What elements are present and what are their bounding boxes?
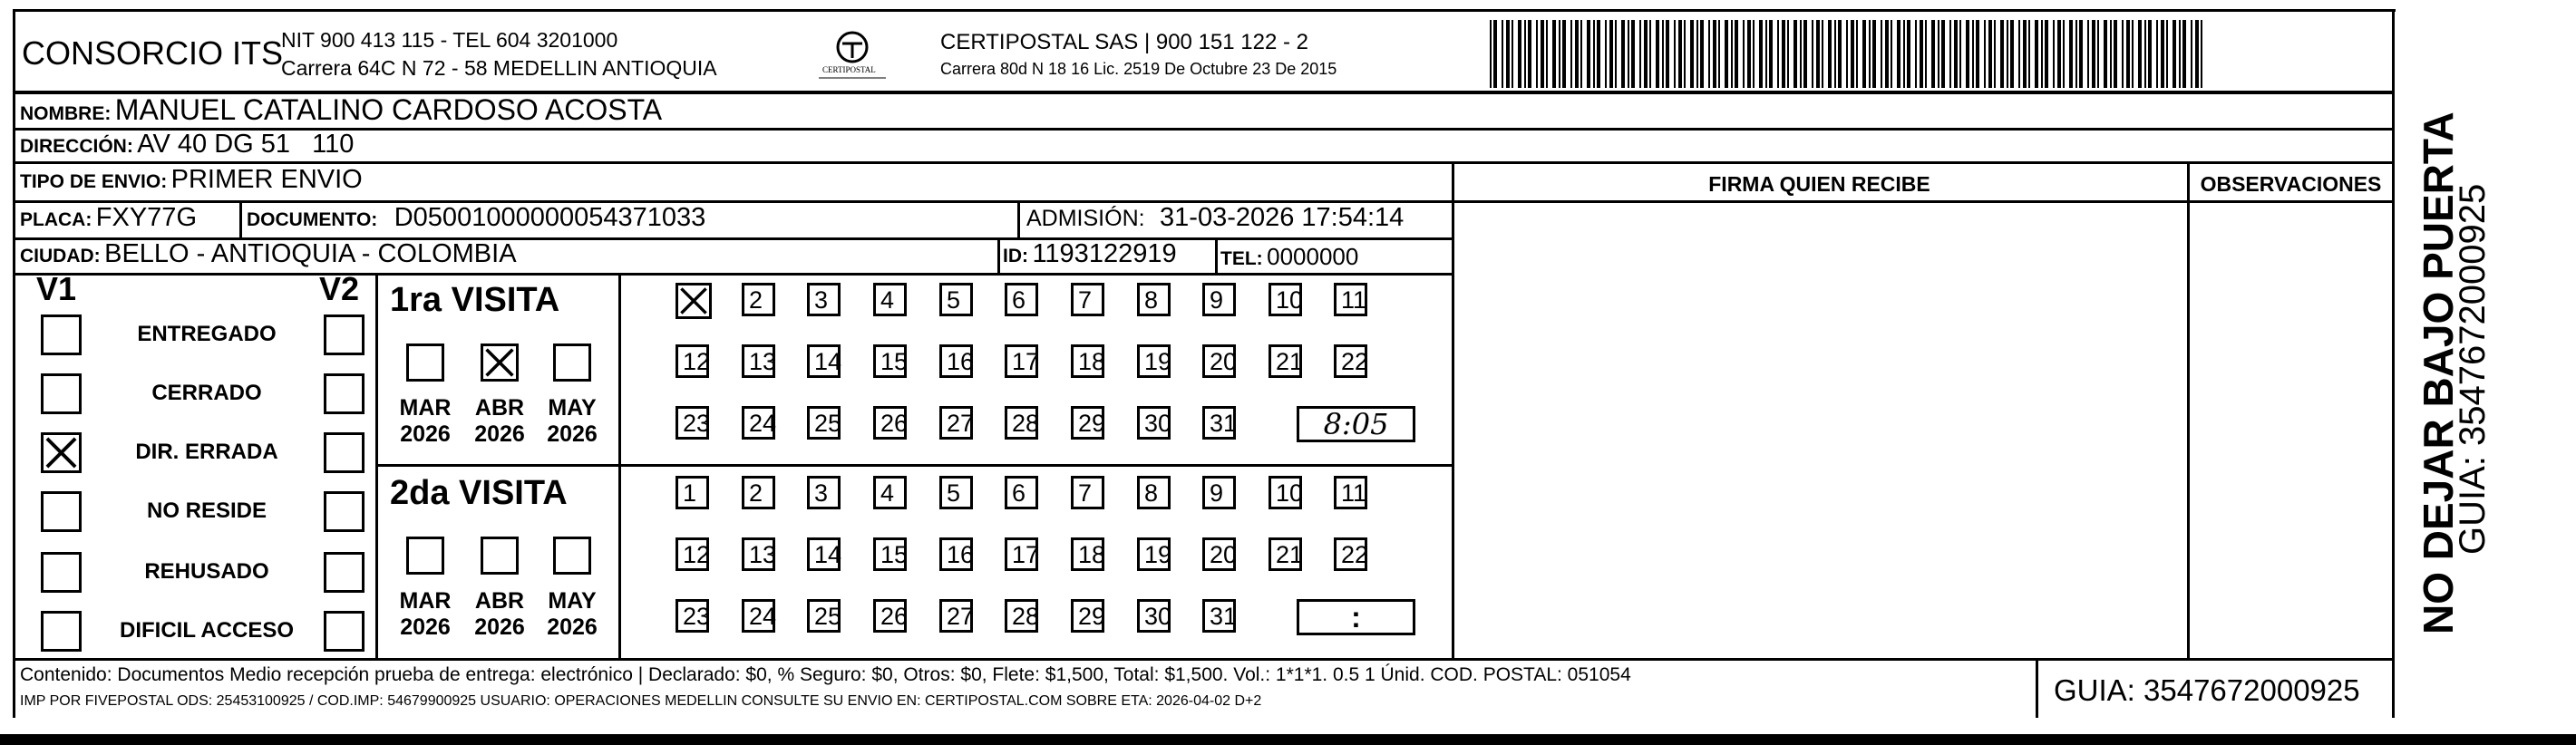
day-box[interactable]: 20 [1202,537,1236,571]
v2-checkbox[interactable] [324,432,365,473]
observations-area[interactable] [2192,205,2390,658]
nombre-row [20,93,662,127]
side-warning: NO DEJAR BAJO PUERTA [2415,111,2462,634]
day-box[interactable]: 24 [742,599,775,633]
day-box[interactable]: 2 [742,283,775,316]
day-box[interactable] [676,283,712,319]
admision-row [1026,203,1404,233]
month-year: 2026 [474,614,525,640]
day-box[interactable]: 31 [1202,599,1236,633]
day-box[interactable]: 19 [1137,537,1171,571]
visit-title: 1ra VISITA [390,281,560,319]
documento-row [247,203,705,233]
company-address: Carrera 64C N 72 - 58 MEDELLIN ANTIOQUIA [281,56,717,80]
day-box[interactable]: 11 [1334,283,1367,316]
nombre-value: MANUEL CATALINO CARDOSO ACOSTA [114,93,663,126]
day-box[interactable]: 25 [807,406,841,440]
placa-row [20,203,197,233]
v1-checkbox[interactable] [41,373,82,414]
month-year: 2026 [400,614,451,640]
day-box[interactable]: 16 [939,537,973,571]
month-label [394,588,457,641]
month-label [468,395,531,448]
direccion-label: DIRECCIÓN: [20,136,133,157]
month-checkbox[interactable] [406,537,444,575]
v1-checkbox[interactable] [41,611,82,652]
visit-title: 2da VISITA [390,474,568,512]
observaciones-header: OBSERVACIONES [2200,172,2382,196]
row-line-1 [13,128,2395,131]
day-box[interactable]: 17 [1005,344,1038,378]
day-box[interactable]: 27 [939,406,973,440]
day-box[interactable]: 5 [939,283,973,316]
frame-top [13,9,2396,12]
day-box[interactable]: 22 [1334,344,1367,378]
nombre-label: NOMBRE: [20,103,112,124]
day-box[interactable]: 13 [742,344,775,378]
v2-checkbox[interactable] [324,552,365,593]
company-name: CONSORCIO ITS [22,34,284,72]
day-box[interactable]: 27 [939,599,973,633]
v2-checkbox[interactable] [324,373,365,414]
frame-left [13,9,15,718]
tel-row [1220,243,1358,271]
ciudad-value: BELLO - ANTIOQUIA - COLOMBIA [104,239,517,268]
status-label: REHUSADO [144,559,269,584]
month-label [394,395,457,448]
admision-value: 31-03-2026 17:54:14 [1160,203,1405,232]
day-box[interactable]: 14 [807,344,841,378]
placa-label: PLACA: [20,209,92,230]
footer-guia: GUIA: 3547672000925 [2054,673,2360,707]
row-line-5 [13,273,1454,276]
day-box[interactable]: 7 [1071,283,1104,316]
tipo-row [20,165,363,195]
contenido-text: Contenido: Documentos Medio recepción prueba de entrega: electrónico | Declarado: $0, % Seguro: $0, Otros: $0, Flete: $1,500, Total: $1,500. Vol.: 1*1*1. 0.5 1 Únid. COD. POSTAL: 051054 [20,664,1631,685]
month-name: ABR [474,588,525,614]
day-box[interactable]: 3 [807,476,841,509]
placa-value: FXY77G [95,203,197,232]
v1-checkbox[interactable] [41,432,82,473]
day-box[interactable]: 29 [1071,599,1104,633]
imp-text: IMP POR FIVEPOSTAL ODS: 25453100925 / COD.IMP: 54679900925 USUARIO: OPERACIONES MEDELLIN CONSULTE SU ENVIO EN: CERTIPOSTAL.COM SOBRE ETA: 2026-04-02 D+2 [20,693,1262,709]
month-year: 2026 [474,421,525,447]
month-name: ABR [474,395,525,421]
direccion-value: AV 40 DG 51 110 [137,130,355,159]
v1-checkbox[interactable] [41,552,82,593]
month-checkbox[interactable] [406,343,444,382]
carrier-name: CERTIPOSTAL SAS | 900 151 122 - 2 [940,30,1308,54]
side-guia: GUIA: 3547672000925 [2453,183,2493,555]
ciudad-row [20,239,517,269]
day-box[interactable]: 14 [807,537,841,571]
status-divider [375,274,378,660]
day-box[interactable]: 29 [1071,406,1104,440]
day-box[interactable]: 30 [1137,406,1171,440]
month-checkbox[interactable] [481,343,519,382]
day-box[interactable]: 23 [676,599,709,633]
v1-checkbox[interactable] [41,491,82,532]
day-box[interactable]: 28 [1005,599,1038,633]
month-label [468,588,531,641]
v2-checkbox[interactable] [324,314,365,355]
day-box[interactable]: 6 [1005,283,1038,316]
carrier-license: Carrera 80d N 18 16 Lic. 2519 De Octubre 23 De 2015 [940,60,1337,78]
day-box[interactable]: 4 [873,283,907,316]
v1-header: V1 [36,270,77,307]
status-label: DIR. ERRADA [135,440,278,464]
v1-checkbox[interactable] [41,314,82,355]
month-year: 2026 [547,421,598,447]
day-box[interactable]: 24 [742,406,775,440]
id-label: ID: [1003,246,1028,266]
v2-checkbox[interactable] [324,611,365,652]
month-name: MAR [399,588,452,614]
visit-separator [375,464,1454,467]
v2-checkbox[interactable] [324,491,365,532]
day-box[interactable]: 10 [1269,283,1302,316]
day-box[interactable]: 15 [873,537,907,571]
columns-header-line [1452,200,2395,203]
ciudad-label: CIUDAD: [20,246,101,266]
day-box[interactable]: 12 [676,344,709,378]
day-box[interactable]: 9 [1202,476,1236,509]
guia-divider [2036,660,2038,718]
obs-left-border [2187,163,2190,660]
logo-text: CERTIPOSTAL [822,65,876,74]
barcode [1490,20,2215,88]
day-box[interactable]: 6 [1005,476,1038,509]
v2-header: V2 [319,270,360,307]
month-day-divider [618,274,621,660]
admision-label: ADMISIÓN: [1026,206,1145,231]
month-label [540,395,604,448]
day-box[interactable]: 19 [1137,344,1171,378]
month-name: MAY [548,588,597,614]
status-label: DIFICIL ACCESO [119,618,294,643]
firma-header: FIRMA QUIEN RECIBE [1708,172,1930,196]
direccion-row [20,130,354,160]
placa-divider [239,201,242,237]
day-box[interactable]: 2 [742,476,775,509]
status-label: CERRADO [151,381,262,405]
month-label [540,588,604,641]
day-box[interactable]: 18 [1071,537,1104,571]
month-year: 2026 [400,421,451,447]
admision-divider [1017,201,1020,237]
documento-value: D05001000000054371033 [394,203,706,232]
day-box[interactable]: 8 [1137,476,1171,509]
day-box[interactable]: 25 [807,599,841,633]
tel-value: 0000000 [1267,243,1359,270]
day-box[interactable]: 3 [807,283,841,316]
day-box[interactable]: 18 [1071,344,1104,378]
month-name: MAY [548,395,597,421]
tipo-value: PRIMER ENVIO [170,165,363,194]
tipo-label: TIPO DE ENVIO: [20,171,168,192]
signature-area[interactable] [1456,205,2185,658]
certipostal-logo [812,27,893,82]
row-line-2 [13,161,2395,164]
status-label: NO RESIDE [146,498,267,523]
day-box[interactable]: 28 [1005,406,1038,440]
day-box[interactable]: 17 [1005,537,1038,571]
month-checkbox[interactable] [553,537,591,575]
month-checkbox[interactable] [553,343,591,382]
day-box[interactable]: 10 [1269,476,1302,509]
day-box[interactable]: 15 [873,344,907,378]
time-field[interactable] [1297,406,1415,442]
month-checkbox[interactable] [481,537,519,575]
bottom-bar [0,734,2576,745]
id-divider [997,238,1000,273]
documento-label: DOCUMENTO: [247,209,378,230]
time-field[interactable] [1297,599,1415,635]
day-box[interactable]: 20 [1202,344,1236,378]
tel-label: TEL: [1220,248,1263,269]
day-box[interactable]: 4 [873,476,907,509]
day-box[interactable]: 12 [676,537,709,571]
company-nit: NIT 900 413 115 - TEL 604 3201000 [281,28,618,52]
day-box[interactable]: 31 [1202,406,1236,440]
day-box[interactable]: 22 [1334,537,1367,571]
time-value: 8:05 [1323,407,1389,441]
day-box[interactable]: 11 [1334,476,1367,509]
day-box[interactable]: 7 [1071,476,1104,509]
month-year: 2026 [547,614,598,640]
month-name: MAR [399,395,452,421]
day-box[interactable]: 16 [939,344,973,378]
day-box[interactable]: 23 [676,406,709,440]
day-box[interactable]: 21 [1269,344,1302,378]
day-box[interactable]: 13 [742,537,775,571]
status-label: ENTREGADO [137,322,277,346]
frame-right [2392,9,2395,718]
day-box[interactable]: 26 [873,599,907,633]
day-box[interactable]: 9 [1202,283,1236,316]
id-row [1003,239,1177,269]
day-box[interactable]: 26 [873,406,907,440]
day-box[interactable]: 8 [1137,283,1171,316]
time-value: : [1351,601,1361,634]
day-box[interactable]: 21 [1269,537,1302,571]
tel-divider [1215,238,1218,273]
day-box[interactable]: 1 [676,476,709,509]
day-box[interactable]: 5 [939,476,973,509]
id-value: 1193122919 [1032,239,1177,268]
firma-left-border [1452,163,1454,660]
day-box[interactable]: 30 [1137,599,1171,633]
